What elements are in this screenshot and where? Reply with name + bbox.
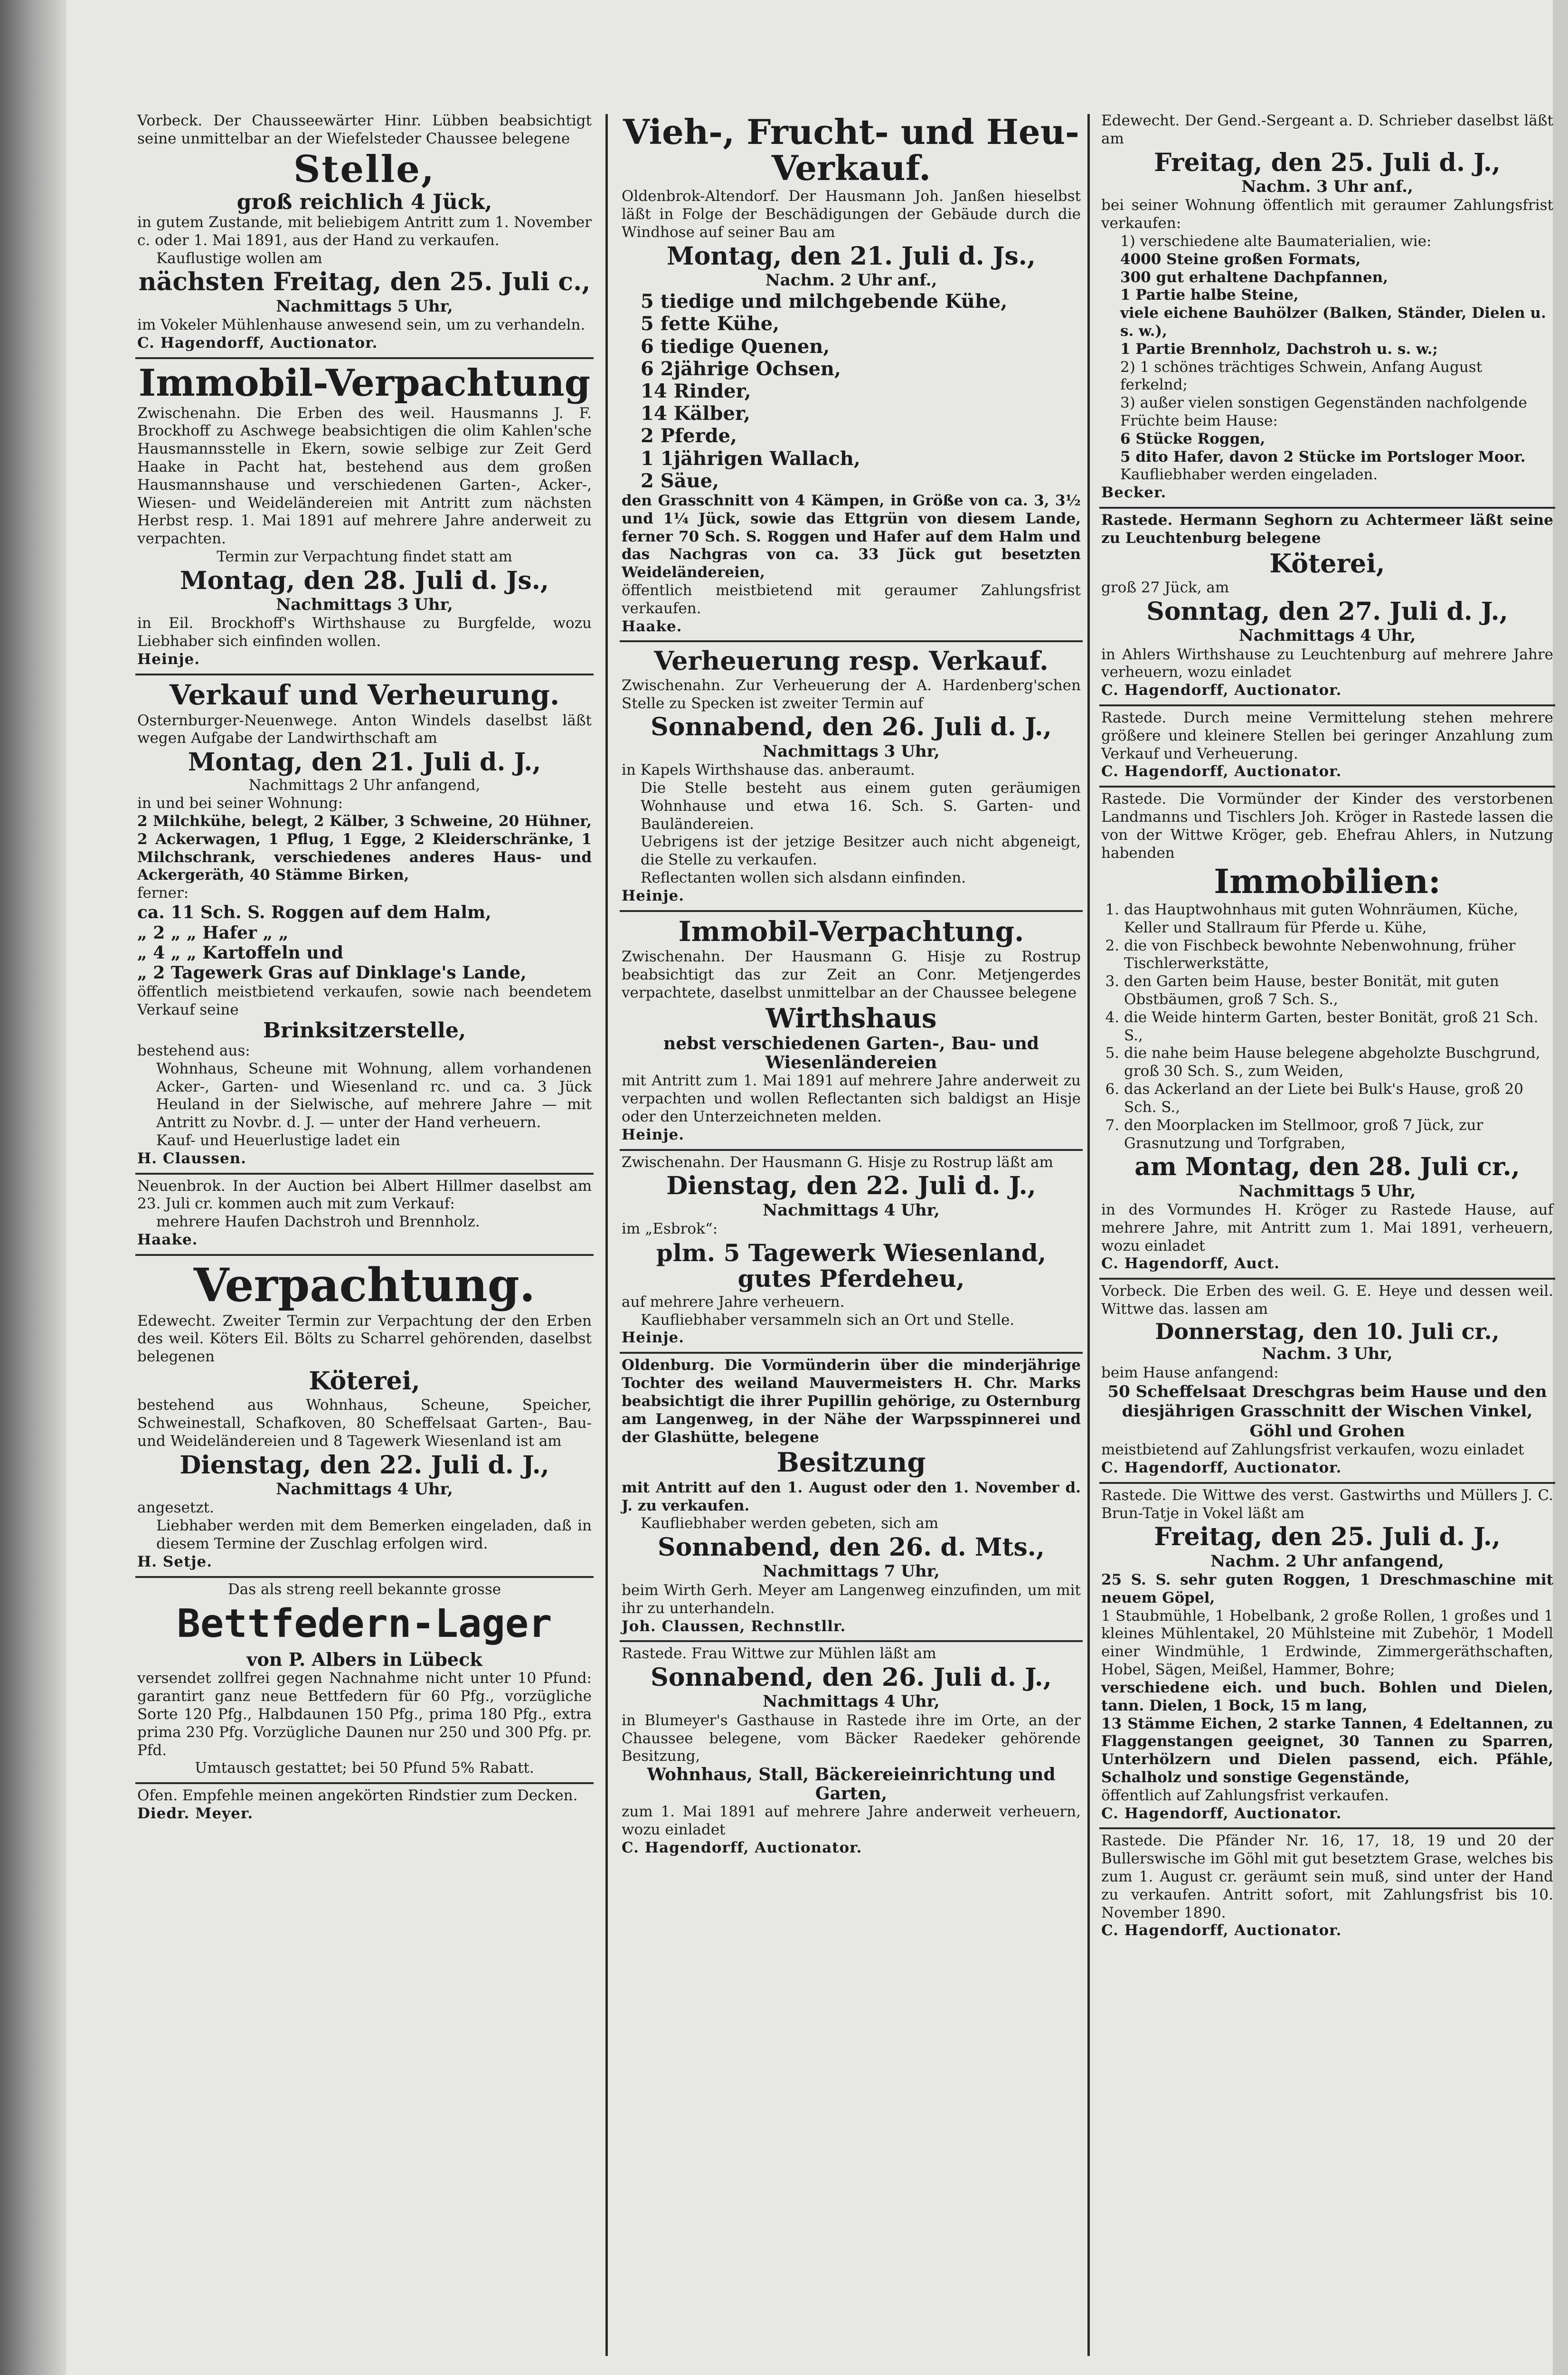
ad-text: Edewecht. Der Gend.-Sergeant a. D. Schrieber daselbst läßt am — [1101, 112, 1553, 147]
ad-text: Rastede. Die Vormünder der Kinder des verstorbenen Landmanns und Tischlers Joh. Kröger in Rastede lassen die von der Wittwe Kröger, geb. Ehefrau Ahlers, in Nutzung habenden — [1101, 790, 1553, 862]
column-left — [135, 109, 594, 2361]
ad-intro: Das als streng reell bekannte grosse — [227, 1580, 501, 1598]
ad-headline: Immobil-Verpachtung — [138, 361, 591, 405]
ad-text: Rastede. Durch meine Vermittelung stehen mehrere größere und kleinere Stellen bei geringer Anzahlung zum Verkauf und Verheuerung. — [1101, 709, 1553, 762]
ad-vorbeck-stelle — [135, 109, 594, 359]
ad-date: Sonnabend, den 26. Juli d. J., — [651, 1663, 1052, 1692]
ad-edewecht-schrieber — [1099, 109, 1555, 509]
ad-invite: Kauflustige wollen am — [156, 249, 322, 267]
ad-size: groß reichlich 4 Jück, — [236, 190, 492, 214]
ad-date: Dienstag, den 22. Juli d. J., — [179, 1450, 549, 1480]
ad-koeterei-leuchtenburg — [1099, 509, 1555, 706]
ad-text: Edewecht. Zweiter Termin zur Verpachtung der den Erben des weil. Köters Eil. Bölts zu Scharrel gehörenden, daselbst belegenen — [137, 1312, 592, 1366]
crop-list — [137, 902, 592, 983]
ad-place: in Eil. Brockhoff's Wirthshause zu Burgfelde, wozu Liebhaber sich einfinden wollen. — [137, 615, 592, 650]
ad-bullerswische — [1099, 1829, 1555, 1945]
ad-headline: Vieh-, Frucht- und Heu-Verkauf. — [623, 112, 1079, 188]
ad-sub: Wohnhaus, Stall, Bäckereieinrichtung und Garten, — [647, 1765, 1056, 1804]
property-list — [1101, 901, 1553, 1152]
ad-place: in Kapels Wirthshause das. anberaumt. — [622, 761, 915, 779]
ad-date: Dienstag, den 22. Juli d. J., — [666, 1171, 1036, 1201]
ad-text: mit Antritt auf den 1. August oder den 1. November d. J. zu verkaufen. — [622, 1479, 1081, 1514]
ad-text: öffentlich meistbietend verkaufen, sowie nach beendetem Verkauf seine — [137, 983, 592, 1018]
ad-place: im Vokeler Mühlenhause anwesend sein, um zu verhandeln. — [137, 316, 586, 333]
crop-item: „ 2 „ „ Hafer „ „ — [137, 922, 289, 943]
ad-signature: Haake. — [137, 1231, 198, 1249]
ad-text: bestehend aus Wohnhaus, Scheune, Speicher, Schweinestall, Schafkoven, 80 Scheffelsaat Garten-, Bau- und Weideländereien und 8 Tagewerk Wiesenland ist am — [137, 1396, 592, 1450]
ad-time: Nachmittags 4 Uhr, — [276, 1479, 453, 1499]
ad-sub: Köterei, — [309, 1367, 420, 1396]
ad-vorbeck-heye — [1099, 1280, 1555, 1484]
ad-signature: Joh. Claussen, Rechnstllr. — [622, 1617, 846, 1635]
ad-headline: Immobilien: — [1214, 862, 1441, 902]
ad-text: in Blumeyer's Gasthause in Rastede ihre im Orte, an der Chaussee belegene, vom Bäcker Raedeker gehörende Besitzung, — [622, 1711, 1081, 1765]
ad-headline: Verheuerung resp. Verkauf. — [654, 646, 1048, 676]
ad-brun-tatje — [1099, 1484, 1555, 1830]
lot-item: 2 Pferde, — [641, 425, 737, 447]
ad-sub: Köterei, — [1269, 548, 1385, 579]
ad-text: Oldenbrok-Altendorf. Der Hausmann Joh. Janßen hieselbst läßt in Folge der Beschädigungen der Gebäude durch die Windhose auf seiner Bau am — [622, 188, 1081, 241]
ad-text: Oldenburg. Die Vormünderin über die minderjährige Tochter des weiland Mauvermeisters H. Chr. Marks beabsichtigt die ihrer Pupillin gehörige, zu Osternburg am Langenweg, in der Nähe der Warpsspinnerei und der Glashütte, belegene — [622, 1357, 1081, 1446]
ad-signature: Haake. — [622, 618, 682, 635]
ad-bettfedern — [135, 1578, 594, 1785]
ad-vermittelung — [1099, 706, 1555, 788]
list-item: 5 dito Hafer, davon 2 Stücke im Portsloger Moor. — [1120, 448, 1526, 466]
ad-text: Neuenbrok. In der Auction bei Albert Hillmer daselbst am 23. Juli cr. kommen auch mit zum Verkauf: — [137, 1177, 592, 1213]
ad-text: Rastede. Die Wittwe des verst. Gastwirths und Müllers J. C. Brun-Tatje in Vokel läßt am — [1101, 1486, 1553, 1522]
ad-text: versendet zollfrei gegen Nachnahme nicht unter 10 Pfund: garantirt ganz neue Bettfedern für 60 Pfg., vorzügliche Sorte 120 Pfg., Halbdaunen 150 Pfg., prima 180 Pfg., extra prima 230 Pfg. Vorzügliche Daunen nur 250 und 300 Pfg. pr. Pfd. — [137, 1670, 592, 1759]
ad-invite: Kauf- und Heuerlustige ladet ein — [156, 1132, 400, 1149]
ad-date: Donnerstag, den 10. Juli cr., — [1155, 1318, 1500, 1344]
ad-ferner: ferner: — [137, 884, 189, 902]
ad-text: öffentlich auf Zahlungsfrist verkaufen. — [1101, 1786, 1389, 1804]
ad-signature: C. Hagendorff, Auctionator. — [1101, 1459, 1342, 1476]
ad-text: Rastede. Die Pfänder Nr. 16, 17, 18, 19 und 20 der Bullerswische im Göhl mit gut besetztem Grase, welches bis zum 1. August cr. geräumt sein muß, sind unter der Hand zu verkaufen. Antritt sofort, mit Zahlungsfrist bis 10. November 1890. — [1101, 1832, 1553, 1921]
ad-intro: Vorbeck. Der Chausseewärter Hinr. Lübben beabsichtigt seine unmittelbar an der Wiefelsteder Chaussee belegene — [137, 112, 592, 147]
ad-wiesenland — [620, 1151, 1083, 1354]
ad-termin: Termin zur Verpachtung findet statt am — [217, 548, 512, 566]
list-item: 3) außer vielen sonstigen Gegenständen nachfolgende Früchte beim Hause: — [1120, 394, 1527, 430]
ad-text: Kaufliebhaber versammeln sich an Ort und Stelle. — [641, 1311, 1015, 1329]
list-item: 4. die Weide hinterm Garten, bester Bonität, groß 21 Sch. S., — [1124, 1009, 1553, 1045]
ad-signature: Heinje. — [622, 1126, 685, 1143]
lot-item: 6 2jährige Ochsen, — [641, 357, 841, 380]
ad-headline: Verkauf und Verheurung. — [169, 678, 560, 711]
ad-text: bestehend aus: — [137, 1042, 250, 1059]
lot-item: 14 Rinder, — [641, 380, 751, 403]
ad-headline: Verpachtung. — [193, 1258, 536, 1312]
ad-text: 25 S. S. sehr guten Roggen, 1 Dreschmaschine mit neuem Göpel, — [1101, 1571, 1553, 1606]
ad-text: in des Vormundes H. Kröger zu Rastede Hause, auf mehrere Jahre, mit Antritt zum 1. Mai 1891, verheuern, wozu einladet — [1101, 1201, 1553, 1254]
ad-signature: C. Hagendorff, Auctionator. — [1101, 682, 1342, 699]
ad-headline: Stelle, — [293, 147, 436, 191]
list-item: 6 Stücke Roggen, — [1120, 430, 1266, 447]
ad-text: Zwischenahn. Der Hausmann G. Hisje zu Rostrup beabsichtigt das zur Zeit an Conr. Metjengerdes verpachtete, daselbst unmittelbar an der Chaussee belegene — [622, 948, 1081, 1001]
ad-sub: plm. 5 Tagewerk Wiesenland, gutes Pferdeheu, — [656, 1238, 1047, 1292]
column-rule — [605, 114, 608, 2356]
ad-signature: C. Hagendorff, Auctionator. — [137, 334, 378, 352]
crop-item: „ 2 Tagewerk Gras auf Dinklage's Lande, — [137, 963, 527, 983]
list-item: 2. die von Fischbeck bewohnte Nebenwohnung, früher Tischlerwerkstätte, — [1124, 937, 1553, 973]
ad-text: bei seiner Wohnung öffentlich mit geraumer Zahlungsfrist verkaufen: — [1101, 197, 1553, 232]
ad-time: Nachm. 3 Uhr anf., — [1241, 177, 1413, 196]
lot-item: 1 1jährigen Wallach, — [641, 447, 860, 470]
list-item: 1 Partie halbe Steine, — [1120, 286, 1299, 304]
ad-time: Nachmittags 3 Uhr, — [276, 595, 453, 615]
ad-text: Ofen. Empfehle meinen angekörten Rindstier zum Decken. — [137, 1787, 578, 1805]
ad-time: Nachm. 2 Uhr anf., — [765, 270, 937, 290]
ad-immobilien — [1099, 788, 1555, 1280]
ad-rastede-muehlen — [620, 1642, 1083, 1862]
ad-date: Montag, den 21. Juli d. J., — [188, 748, 541, 777]
ad-signature: C. Hagendorff, Auctionator. — [1101, 1922, 1342, 1939]
ad-text: beim Wirth Gerh. Meyer am Langenweg einzufinden, um mit ihr zu unterhandeln. — [622, 1581, 1081, 1617]
list-item: 7. den Moorplacken im Stellmoor, groß 7 Jück, zur Grasnutzung und Torfgraben, — [1124, 1117, 1553, 1153]
lot-list — [622, 290, 1081, 492]
ad-sub: nebst verschiedenen Garten-, Bau- und Wiesenländereien — [663, 1034, 1039, 1073]
ad-verpachtung — [135, 1256, 594, 1578]
ad-time: Nachmittags 2 Uhr anfangend, — [248, 777, 481, 794]
ad-signature: H. Claussen. — [137, 1150, 246, 1167]
ad-time: Nachmittags 4 Uhr, — [763, 1692, 940, 1711]
ad-signature: Heinje. — [622, 887, 685, 904]
ad-place: in und bei seiner Wohnung: — [137, 795, 343, 812]
ad-time: Nachmittags 3 Uhr, — [763, 741, 940, 761]
ad-text: verschiedene eich. und buch. Bohlen und Dielen, tann. Dielen, 1 Bock, 15 m lang, — [1101, 1679, 1553, 1714]
list-item: 3. den Garten beim Hause, bester Bonität, mit guten Obstbäumen, groß 7 Sch. S., — [1124, 973, 1553, 1009]
list-item: 1. das Hauptwohnhaus mit guten Wohnräumen, Küche, Keller und Stallraum für Pferde u. Kühe, — [1124, 901, 1553, 937]
ad-headline: Bettfedern-Lager — [177, 1601, 552, 1647]
ad-date: Montag, den 21. Juli d. Js., — [667, 241, 1036, 271]
column-middle — [620, 109, 1083, 2361]
ad-immobil-verpachtung-2 — [620, 912, 1083, 1151]
ad-text: zum 1. Mai 1891 auf mehrere Jahre anderweit verheuern, wozu einladet — [622, 1803, 1081, 1839]
lot-item: 6 tiedige Quenen, — [641, 335, 830, 358]
ad-signature: C. Hagendorff, Auctionator. — [1101, 763, 1342, 780]
ad-time: Nachm. 2 Uhr anfangend, — [1210, 1551, 1444, 1571]
ad-time: Nachmittags 7 Uhr, — [763, 1562, 940, 1581]
ad-verkauf-verheurung — [135, 675, 594, 1175]
ad-text: 1 Staubmühle, 1 Hobelbank, 2 große Rollen, 1 großes und 1 kleines Mühlentakel, 20 Mühlsteine mit Zubehör, 1 Modell einer Windmühle, 1 Erdwinde, Zimmergeräthschaften, Hobel, Sägen, Meißel, Hammer, Bohre; — [1101, 1607, 1553, 1679]
list-item: 2) 1 schönes trächtiges Schwein, Anfang August ferkelnd; — [1120, 358, 1483, 394]
ad-text: Liebhaber werden mit dem Bemerken eingeladen, daß in diesem Termine der Zuschlag erfolgen wird. — [156, 1517, 592, 1552]
list-item: 1) verschiedene alte Baumaterialien, wie: — [1120, 232, 1432, 250]
list-item: 6. das Ackerland an der Liete bei Bulk's Hause, groß 20 Sch. S., — [1124, 1081, 1553, 1117]
column-right — [1099, 109, 1555, 2361]
ad-text: Rastede. Hermann Seghorn zu Achtermeer läßt seine zu Leuchtenburg belegene — [1101, 512, 1553, 547]
ad-text: 13 Stämme Eichen, 2 starke Tannen, 4 Edeltannen, zu Flaggenstangen geeignet, 30 Tannen zu Sparren, Unterhölzern und Dielen passend, eich. Pfähle, Schalholz und sonstige Gegenstände, — [1101, 1715, 1553, 1786]
ad-signature: H. Setje. — [137, 1553, 213, 1570]
ad-place: im „Esbrok“: — [622, 1220, 718, 1237]
list-item: 1 Partie Brennholz, Dachstroh u. s. w.; — [1120, 340, 1438, 358]
ad-signature: C. Hagendorff, Auct. — [1101, 1255, 1280, 1273]
ad-date: Sonnabend, den 26. Juli d. J., — [651, 712, 1052, 742]
lot-item: 5 fette Kühe, — [641, 313, 780, 335]
ad-size: groß 27 Jück, am — [1101, 579, 1229, 597]
ad-text: auf mehrere Jahre verheuern. — [622, 1293, 845, 1311]
item-list — [1101, 233, 1553, 466]
ad-from: von P. Albers in Lübeck — [246, 1649, 482, 1671]
ad-text: Reflectanten wollen sich alsdann einfinden. — [641, 869, 966, 886]
ad-date: Freitag, den 25. Juli d. J., — [1154, 148, 1501, 177]
ad-text: Wohnhaus, Scheune mit Wohnung, allem vorhandenen Acker-, Garten- und Wiesenland rc. und ca. 3 Jück Heuland in der Sielwische, auf mehrere Jahre — mit Antritt zu Novbr. d. J. — unter der Hand verheuern. — [156, 1060, 592, 1131]
page-binding-edge — [0, 0, 66, 2375]
ad-time: Nachmittags 4 Uhr, — [763, 1200, 940, 1220]
ad-signature: Heinje. — [137, 651, 200, 668]
ad-text: in gutem Zustande, mit beliebigem Antritt zum 1. November c. oder 1. Mai 1891, aus der Hand zu verkaufen. — [137, 213, 592, 249]
crop-item: ca. 11 Sch. S. Roggen auf dem Halm, — [137, 902, 491, 923]
ad-text: mit Antritt zum 1. Mai 1891 auf mehrere Jahre anderweit zu verpachten und wollen Reflectanten sich baldigst an Hisje oder den Unterzeichneten melden. — [622, 1072, 1081, 1125]
ad-text: Die Stelle besteht aus einem guten geräumigen Wohnhause und etwa 16. Sch. S. Garten- und Bauländereien. — [641, 779, 1081, 833]
ad-text: den Grasschnitt von 4 Kämpen, in Größe von ca. 3, 3½ und 1¼ Jück, sowie das Ettgrün von diesem Lande, ferner 70 Sch. S. Roggen und Hafer auf dem Halm und das Nachgras von ca. 33 Jück gut besetzten Weideländereien, — [622, 492, 1081, 581]
ad-text: Osternburger-Neuenwege. Anton Windels daselbst läßt wegen Aufgabe der Landwirthschaft am — [137, 712, 592, 747]
ad-time: Nachm. 3 Uhr, — [1262, 1344, 1393, 1364]
ad-headline: Immobil-Verpachtung. — [678, 915, 1024, 948]
ad-text: angesetzt. — [137, 1499, 214, 1517]
ad-text: Kaufliebhaber werden eingeladen. — [1120, 466, 1378, 484]
column-rule — [1087, 114, 1090, 2356]
ad-text: beim Hause anfangend: — [1101, 1364, 1279, 1381]
ad-text: 50 Scheffelsaat Dreschgras beim Hause und den diesjährigen Grasschnitt der Wischen Vinkel, Göhl und Grohen — [1107, 1382, 1547, 1441]
ad-immobil-verpachtung — [135, 359, 594, 675]
ad-signature: Heinje. — [622, 1329, 685, 1347]
ad-signature: C. Hagendorff, Auctionator. — [1101, 1805, 1342, 1822]
ad-date: Montag, den 28. Juli d. Js., — [180, 566, 549, 595]
ad-sub: Besitzung — [776, 1447, 926, 1479]
list-item: 300 gut erhaltene Dachpfannen, — [1120, 268, 1388, 286]
ad-text: meistbietend auf Zahlungsfrist verkaufen, wozu einladet — [1101, 1441, 1524, 1459]
ad-text: in Ahlers Wirthshause zu Leuchtenburg auf mehrere Jahre verheuern, wozu einladet — [1101, 646, 1553, 681]
ad-text: Vorbeck. Die Erben des weil. G. E. Heye und dessen weil. Wittwe das. lassen am — [1101, 1282, 1553, 1318]
ad-text: Uebrigens ist der jetzige Besitzer auch nicht abgeneigt, die Stelle zu verkaufen. — [641, 833, 1081, 869]
ad-verheuerung-verkauf — [620, 642, 1083, 912]
crop-item: „ 4 „ „ Kartoffeln und — [137, 942, 343, 963]
list-item: viele eichene Bauhölzer (Balken, Ständer, Dielen u. s. w.), — [1120, 304, 1546, 340]
ad-text: Kaufliebhaber werden gebeten, sich am — [641, 1515, 939, 1532]
ad-items: 2 Milchkühe, belegt, 2 Kälber, 3 Schweine, 20 Hühner, 2 Ackerwagen, 1 Pflug, 1 Egge, 2 Kleiderschränke, 1 Milchschrank, verschiedenes anderes Haus- und Ackergeräth, 40 Stämme Birken, — [137, 812, 592, 884]
lot-item: 2 Säue, — [641, 469, 719, 492]
ad-text: öffentlich meistbietend mit geraumer Zahlungsfrist verkaufen. — [622, 582, 1081, 617]
ad-text: Rastede. Frau Wittwe zur Mühlen läßt am — [622, 1645, 936, 1662]
ad-time: Nachmittags 5 Uhr, — [276, 296, 453, 316]
ad-ofen — [135, 1784, 594, 1828]
ad-text: Zwischenahn. Der Hausmann G. Hisje zu Rostrup läßt am — [622, 1153, 1053, 1171]
ad-text: mehrere Haufen Dachstroh und Brennholz. — [156, 1213, 480, 1231]
ad-besitzung — [620, 1354, 1083, 1642]
ad-signature: Becker. — [1101, 484, 1167, 502]
lot-item: 14 Kälber, — [641, 402, 750, 425]
list-item: 5. die nahe beim Hause belegene abgeholzte Buschgrund, groß 30 Sch. S., zum Weiden, — [1124, 1045, 1553, 1081]
ad-date: Sonnabend, den 26. d. Mts., — [658, 1533, 1045, 1562]
ad-text: Zwischenahn. Zur Verheuerung der A. Hardenberg'schen Stelle zu Specken ist zweiter Termin auf — [622, 676, 1081, 712]
ad-time: Nachmittags 5 Uhr, — [1238, 1181, 1416, 1201]
ad-time: Nachmittags 4 Uhr, — [1238, 626, 1416, 646]
list-item: 4000 Steine großen Formats, — [1120, 250, 1361, 268]
ad-signature: C. Hagendorff, Auctionator. — [622, 1839, 862, 1857]
ad-text: Zwischenahn. Die Erben des weil. Hausmanns J. F. Brockhoff zu Aschwege beabsichtigen die olim Kahlen'sche Hausmannsstelle in Ekern, sowie selbige zur Zeit Gerd Haake in Pacht hat, bestehend aus dem großen Hausmannshause und verschiedenen Garten-, Acker-, Wiesen- und Weideländereien mit Antritt zum nächsten Herbst resp. 1. Mai 1891 auf mehrere Jahre anderweit zu verpachten. — [137, 404, 592, 548]
ad-vieh-verkauf — [620, 109, 1083, 642]
ad-date: Freitag, den 25. Juli d. J., — [1154, 1522, 1501, 1552]
ad-date: nächsten Freitag, den 25. Juli c., — [138, 267, 591, 297]
ad-neuenbrok — [135, 1175, 594, 1256]
ad-text: Umtausch gestattet; bei 50 Pfund 5% Rabatt. — [195, 1759, 534, 1777]
lot-item: 5 tiedige und milchgebende Kühe, — [641, 290, 1008, 313]
ad-signature: Diedr. Meyer. — [137, 1805, 254, 1822]
ad-date: am Montag, den 28. Juli cr., — [1134, 1152, 1520, 1182]
ad-sub: Wirthshaus — [765, 1002, 937, 1034]
ad-sub: Brinksitzerstelle, — [263, 1018, 466, 1043]
ad-date: Sonntag, den 27. Juli d. J., — [1146, 597, 1508, 626]
